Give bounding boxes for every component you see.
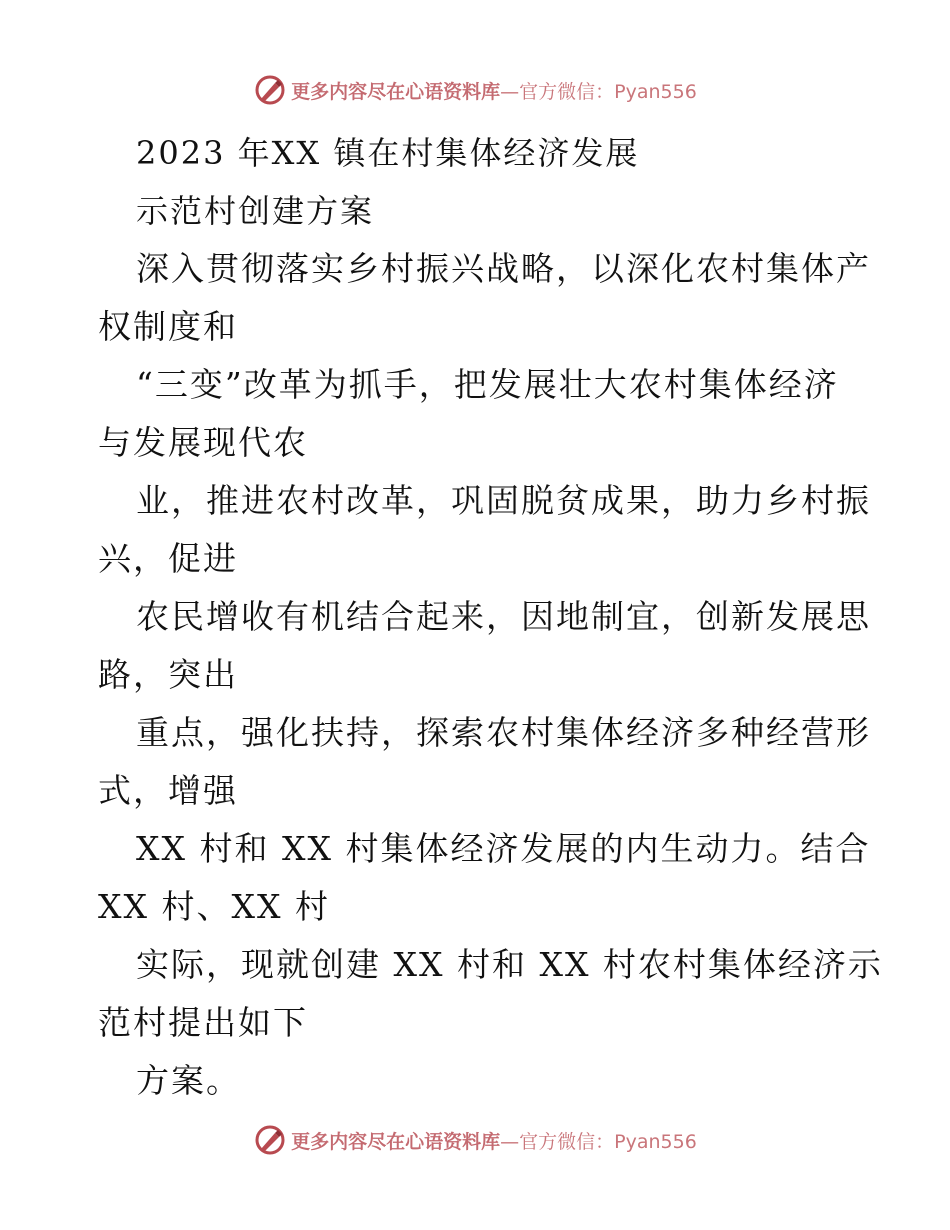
title-line-1: 2023 年XX 镇在村集体经济发展 — [136, 134, 640, 172]
paragraph-line: “三变”改革为抓手，把发展壮大农村集体经济 — [136, 365, 839, 404]
paragraph-line: 农民增收有机结合起来，因地制宜，创新发展思 — [136, 597, 871, 636]
paragraph-line: 重点，强化扶持，探索农村集体经济多种经营形 — [136, 713, 871, 752]
pen-logo-icon — [253, 1123, 287, 1157]
banner-suffix: 官方微信：Pyan556 — [519, 80, 697, 103]
paragraph-line: 权制度和 — [98, 307, 238, 346]
paragraph-line: 方案。 — [136, 1061, 241, 1100]
banner-main: 更多内容尽在心语资料库 — [291, 1130, 501, 1153]
paragraph-line: 兴，促进 — [98, 539, 238, 578]
banner-dash: — — [500, 1130, 520, 1153]
paragraph-line: 业，推进农村改革，巩固脱贫成果，助力乡村振 — [136, 481, 871, 520]
paragraph-line: 路，突出 — [98, 655, 238, 694]
document-body — [98, 124, 883, 1110]
banner-suffix: 官方微信：Pyan556 — [519, 1130, 697, 1153]
paragraph-line: 实际，现就创建 XX 村和 XX 村农村集体经济示 — [136, 945, 883, 984]
paragraph-line: 深入贯彻落实乡村振兴战略，以深化农村集体产 — [136, 249, 871, 288]
paragraph-line: 范村提出如下 — [98, 1003, 308, 1042]
paragraph-line: 与发展现代农 — [98, 423, 308, 462]
banner-dash: — — [500, 80, 520, 103]
paragraph-line: 式，增强 — [98, 771, 238, 810]
title-line-2: 示范村创建方案 — [136, 192, 375, 230]
banner-main: 更多内容尽在心语资料库 — [291, 80, 501, 103]
paragraph-line: XX 村、XX 村 — [98, 887, 330, 926]
header-watermark-banner — [0, 70, 950, 110]
banner-text — [291, 77, 697, 104]
footer-watermark-banner — [0, 1120, 950, 1160]
banner-text — [291, 1127, 697, 1154]
pen-logo-icon — [253, 73, 287, 107]
paragraph-line: XX 村和 XX 村集体经济发展的内生动力。结合 — [136, 829, 871, 868]
